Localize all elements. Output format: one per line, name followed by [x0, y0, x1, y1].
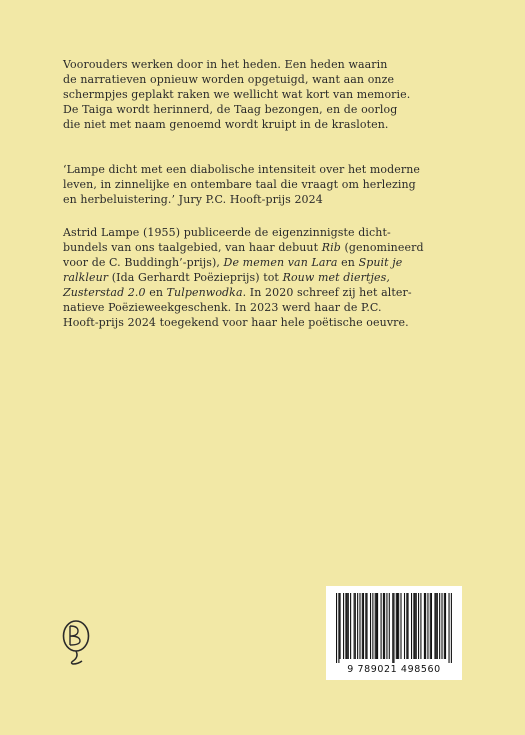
text-line: de narratieven opnieuw worden opgetuigd, want aan onze	[63, 73, 395, 86]
jury-quote-paragraph	[63, 162, 463, 207]
isbn-number: 9 789021 498560	[347, 664, 441, 675]
text-line: De Taiga wordt herinnerd, de Taag bezongen, en de oorlog	[63, 103, 398, 116]
book-title: Zusterstad 2.0	[63, 286, 146, 299]
blurb-paragraph	[63, 57, 463, 132]
isbn-barcode	[326, 586, 462, 680]
book-title: De memen van Lara	[223, 256, 338, 269]
text-line	[63, 255, 463, 270]
text-line: die niet met naam genoemd wordt kruipt in de krasloten.	[63, 118, 389, 131]
book-title: Tulpenwodka	[166, 286, 243, 299]
publisher-q-logo-icon	[59, 617, 93, 665]
text-span: . In 2020 schreef zij het alter-	[242, 286, 412, 299]
text-line: schermpjes geplakt raken we wellicht wat kort van memorie.	[63, 88, 411, 101]
text-span: voor de C. Buddingh’-prijs),	[63, 256, 224, 269]
text-line: Voorouders werken door in het heden. Een heden waarin	[63, 58, 388, 71]
text-span: en	[337, 256, 359, 269]
book-title: ralkleur	[63, 271, 109, 284]
text-span: (Ida Gerhardt Poëzieprijs) tot	[108, 271, 283, 284]
text-line: leven, in zinnelijke en ontembare taal die vraagt om herlezing	[63, 178, 416, 191]
book-title: Rouw met diertjes,	[282, 271, 390, 284]
author-bio-paragraph	[63, 225, 463, 330]
text-line: ‘Lampe dicht met een diabolische intensiteit over het moderne	[63, 163, 421, 176]
book-title: Rib	[321, 241, 341, 254]
text-line: Astrid Lampe (1955) publiceerde de eigenzinnigste dicht-	[63, 226, 391, 239]
text-span: en	[145, 286, 167, 299]
barcode-bars-icon	[336, 593, 452, 663]
text-span: bundels van ons taalgebied, van haar debuut	[63, 241, 322, 254]
text-line	[63, 240, 463, 255]
text-span: (genomineerd	[340, 241, 424, 254]
text-line	[63, 270, 463, 285]
text-line: natieve Poëzieweekgeschenk. In 2023 werd haar de P.C.	[63, 301, 382, 314]
text-line: en herbeluistering.’ Jury P.C. Hooft-prijs 2024	[63, 193, 323, 206]
text-line	[63, 285, 463, 300]
text-line: Hooft-prijs 2024 toegekend voor haar hele poëtische oeuvre.	[63, 316, 409, 329]
book-title: Spuit je	[358, 256, 403, 269]
